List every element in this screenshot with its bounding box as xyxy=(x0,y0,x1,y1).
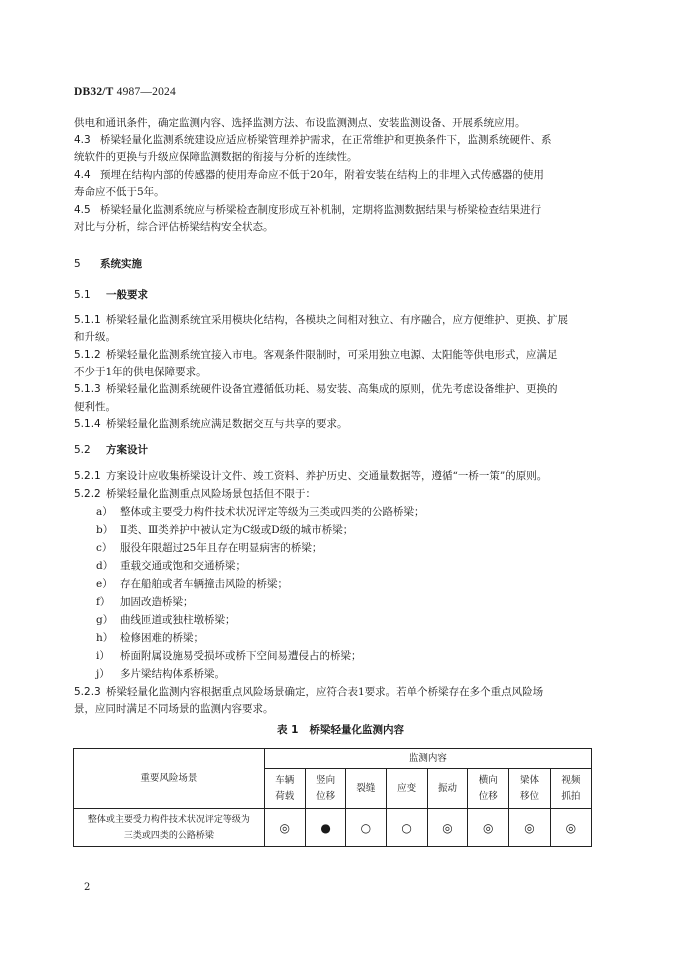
list-item-text: 整体或主要受力构件技术状况评定等级为三类或四类的公路桥梁； xyxy=(120,506,425,518)
column-header-text: 裂缝 xyxy=(356,782,376,794)
clause-number: 4.5 xyxy=(74,204,91,216)
clause-text: 桥梁轻量化监测系统硬件设备宜遵循低功耗、易安装、高集成的原则，优先考虑设备维护、更换的 xyxy=(106,383,558,395)
text-line xyxy=(74,399,116,414)
column-header xyxy=(346,769,386,809)
column-header-text: 位移 xyxy=(478,790,498,802)
table-row xyxy=(74,809,592,847)
monitoring-mark: ◎ xyxy=(468,809,509,847)
clause-number: 5.1.3 xyxy=(74,383,101,395)
column-header-text: 移位 xyxy=(520,790,540,802)
section-title: 一般要求 xyxy=(106,289,148,301)
list-item-text: 多片梁结构体系桥梁。 xyxy=(120,668,225,680)
list-item-letter: i） xyxy=(96,650,110,662)
list-item-letter: g） xyxy=(96,614,114,626)
column-header-text: 抓拍 xyxy=(561,790,581,802)
clause-text: 桥梁轻量化监测系统宜接入市电。客观条件限制时，可采用独立电源、太阳能等供电形式，应满足 xyxy=(106,349,558,361)
monitoring-mark: ○ xyxy=(346,809,386,847)
text-line xyxy=(74,115,526,130)
section-number: 5 xyxy=(74,258,81,270)
document-header xyxy=(74,86,176,98)
clause-number: 5.2.3 xyxy=(74,686,101,698)
column-header-text: 梁体 xyxy=(520,774,540,786)
clause-text: 桥梁轻量化监测系统应满足数据交互与共享的要求。 xyxy=(106,418,348,430)
text-line xyxy=(74,167,544,182)
monitoring-mark: ◎ xyxy=(509,809,550,847)
text-line xyxy=(74,149,358,164)
text-line xyxy=(74,486,316,501)
list-item-text: 重载交通或饱和交通桥梁； xyxy=(120,560,246,572)
list-item xyxy=(96,648,362,663)
header-scene: 重要风险场景 xyxy=(74,749,265,809)
table-caption xyxy=(0,722,681,737)
list-item xyxy=(96,504,425,519)
monitoring-content-table xyxy=(73,748,592,847)
clause-number: 4.4 xyxy=(74,169,91,181)
text-line xyxy=(74,312,568,327)
clause-text: 寿命应不低于5年。 xyxy=(74,186,165,198)
table-title: 桥梁轻量化监测内容 xyxy=(309,724,404,736)
clause-text: 景，应同时满足不同场景的监测内容要求。 xyxy=(74,703,274,715)
column-header xyxy=(427,769,467,809)
column-header-text: 荷载 xyxy=(275,790,295,802)
text-line xyxy=(74,329,116,344)
table-number: 表 1 xyxy=(277,724,299,736)
column-header-text: 振动 xyxy=(437,782,457,794)
list-item xyxy=(96,666,225,681)
clause-number: 4.3 xyxy=(74,134,91,146)
column-header xyxy=(305,769,345,809)
list-item-letter: e） xyxy=(96,578,113,590)
column-header-text: 竖向 xyxy=(316,774,336,786)
clause-text: 便利性。 xyxy=(74,401,116,413)
clause-text: 桥梁轻量化监测系统建设应适应桥梁管理养护需求，在正常维护和更换条件下，监测系统硬件、系 xyxy=(100,134,552,146)
list-item-text: 加固改造桥梁； xyxy=(120,596,194,608)
standard-number: 4987—2024 xyxy=(116,86,176,98)
clause-text: 和升级。 xyxy=(74,331,116,343)
column-header xyxy=(468,769,509,809)
column-header-text: 应变 xyxy=(397,782,417,794)
list-item-letter: f） xyxy=(96,596,111,608)
clause-text: 预埋在结构内部的传感器的使用寿命应不低于20年，附着安装在结构上的非埋入式传感器的使用 xyxy=(100,169,544,181)
list-item-text: Ⅱ类、Ⅲ类养护中被认定为C级或D级的城市桥梁； xyxy=(120,524,354,536)
list-item-letter: b） xyxy=(96,524,114,536)
monitoring-mark: ◎ xyxy=(264,809,305,847)
text-line xyxy=(74,184,165,199)
text-line xyxy=(74,347,558,362)
row-scene-text: 整体或主要受力构件技术状况评定等级为 xyxy=(87,814,250,825)
column-header xyxy=(264,769,305,809)
list-item xyxy=(96,576,288,591)
text-line xyxy=(74,684,543,699)
standard-code: DB32/T xyxy=(74,86,114,98)
row-scene xyxy=(74,809,265,847)
clause-text: 桥梁轻量化监测系统应与桥梁检查制度形成互补机制，定期将监测数据结果与桥梁检查结果进行 xyxy=(100,204,541,216)
list-item xyxy=(96,540,322,555)
section-number: 5.1 xyxy=(74,289,91,301)
clause-number: 5.2.1 xyxy=(74,470,101,482)
list-item xyxy=(96,558,246,573)
section-number: 5.2 xyxy=(74,444,91,456)
section-title: 系统实施 xyxy=(100,258,142,270)
text-line xyxy=(74,701,274,716)
clause-number: 5.1.1 xyxy=(74,314,101,326)
row-scene-text: 三类或四类的公路桥梁 xyxy=(123,830,214,841)
text-line xyxy=(74,468,547,483)
section-5-2-heading xyxy=(74,442,148,457)
list-item-letter: a） xyxy=(96,506,113,518)
clause-text: 供电和通讯条件，确定监测内容、选择监测方法、布设监测测点、安装监测设备、开展系统应用。 xyxy=(74,117,526,129)
list-item-text: 桥面附属设施易受损坏或桥下空间易遭侵占的桥梁； xyxy=(120,650,362,662)
clause-text: 方案设计应收集桥梁设计文件、竣工资料、养护历史、交通量数据等，遵循“一桥一策”的原则。 xyxy=(106,470,548,482)
list-item-text: 曲线匝道或独柱墩桥梁； xyxy=(120,614,236,626)
column-header xyxy=(550,769,591,809)
clause-text: 对比与分析，综合评估桥梁结构安全状态。 xyxy=(74,221,274,233)
monitoring-mark: ◎ xyxy=(550,809,591,847)
column-header-text: 位移 xyxy=(316,790,336,802)
list-item-letter: j） xyxy=(96,668,110,680)
monitoring-mark: ◎ xyxy=(427,809,467,847)
clause-text: 不少于1年的供电保障要求。 xyxy=(74,366,207,378)
list-item xyxy=(96,612,236,627)
monitoring-mark: ○ xyxy=(386,809,427,847)
clause-text: 桥梁轻量化监测重点风险场景包括但不限于： xyxy=(106,488,316,500)
column-header xyxy=(386,769,427,809)
column-header-text: 车辆 xyxy=(275,774,295,786)
clause-number: 5.1.4 xyxy=(74,418,101,430)
text-line xyxy=(74,364,207,379)
header-monitoring-content: 监测内容 xyxy=(264,749,591,769)
list-item xyxy=(96,594,194,609)
text-line xyxy=(74,219,274,234)
clause-text: 桥梁轻量化监测系统宜采用模块化结构，各模块之间相对独立、有序融合，应方便维护、更换、扩展 xyxy=(106,314,568,326)
list-item-text: 检修困难的桥梁； xyxy=(120,632,204,644)
page-number: 2 xyxy=(84,882,91,893)
list-item-text: 存在船舶或者车辆撞击风险的桥梁； xyxy=(120,578,288,590)
monitoring-mark: ● xyxy=(305,809,345,847)
section-5-heading xyxy=(74,256,142,271)
list-item xyxy=(96,522,353,537)
list-item-letter: c） xyxy=(96,542,113,554)
column-header xyxy=(509,769,550,809)
text-line xyxy=(74,381,558,396)
column-header-text: 横向 xyxy=(478,774,498,786)
clause-text: 统软件的更换与升级应保障监测数据的衔接与分析的连续性。 xyxy=(74,151,358,163)
list-item-letter: d） xyxy=(96,560,114,572)
clause-number: 5.1.2 xyxy=(74,349,101,361)
text-line xyxy=(74,132,552,147)
clause-text: 桥梁轻量化监测内容根据重点风险场景确定，应符合表1要求。若单个桥梁存在多个重点风险场 xyxy=(106,686,544,698)
text-line xyxy=(74,416,348,431)
text-line xyxy=(74,202,541,217)
list-item-text: 服役年限超过25年且存在明显病害的桥梁； xyxy=(120,542,323,554)
section-5-1-heading xyxy=(74,287,148,302)
list-item-letter: h） xyxy=(96,632,114,644)
section-title: 方案设计 xyxy=(106,444,148,456)
clause-number: 5.2.2 xyxy=(74,488,101,500)
column-header-text: 视频 xyxy=(561,774,581,786)
list-item xyxy=(96,630,204,645)
